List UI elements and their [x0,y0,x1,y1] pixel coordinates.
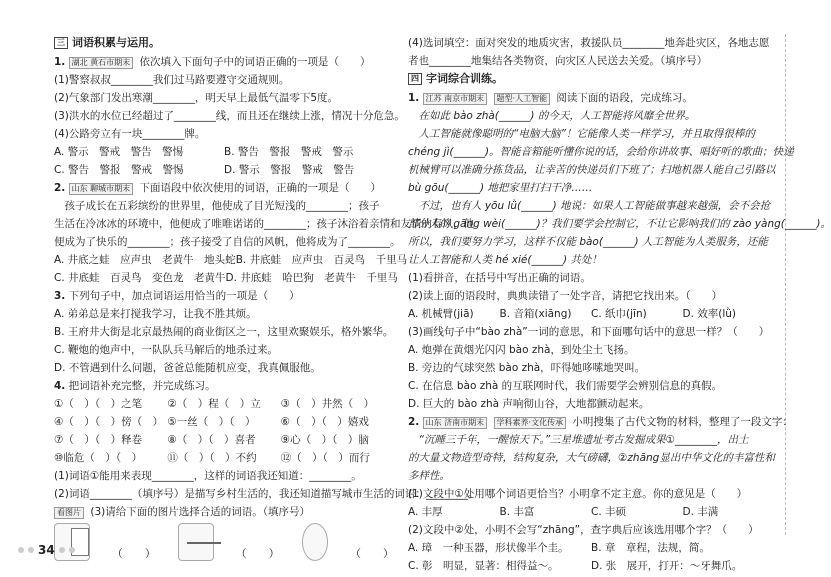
question-3-stem: 3. 下列句子中，加点词语运用恰当的一项是（ ） [54,290,300,302]
sub-question: (1)文段中①处用哪个词语更恰当？小明拿不定主意。你的意见是（ ） [408,488,748,500]
passage-line: “沉睡三千年，一醒惊天下。”三星堆遗址考古发掘成果①________，出土 [408,434,749,446]
question-4-4: 者也________地集结各类物资，向灾区人民送去关爱。（填序号） [408,55,708,67]
section-heading [54,36,394,50]
dot-icon [18,547,24,553]
sub-question-options: A. 丰厚 B. 丰富 C. 丰硕 D. 丰满 [408,506,719,518]
topic-tag: 学科素养·文化传承 [494,417,567,429]
question-2-line: 便成为了快乐的________；孩子接受了自信的风帆，他将成为了________。 [54,236,401,248]
passage-line: 机械臂可以准确分拣货品，让幸苦的快递员们下班了；扫地机器人能自己引路以 [408,164,776,176]
idiom-grid-row: ⑩临危（ ）（ ） ⑪（ ）（ ）不约 ⑫（ ）（ ）而行 [54,452,370,464]
reading-picture [178,523,214,561]
sub-question-options: C. 彰 明显，显著：相得益～。 D. 张 展开，打开：～牙舞爪。 [408,560,743,572]
page-number: 34 [38,543,55,557]
right-page [400,0,831,572]
passage-line: 不过，也有人 yōu lǜ(______) 地说：如果人工智能做事越来越强，会不会抢 [408,200,771,212]
question-3-option: A. 弟弟总是来打搅我学习，让我不胜其烦。 [54,308,257,320]
topic-tag: 题型·人工智能 [494,93,551,105]
passage-line: 让人工智能和人类 hé xié(______) 共处！ [408,254,602,266]
answer-paren: （ ） [350,547,395,560]
question-1-stem: 1. 湖北 黄石市期末 依次填入下面句子中的词语正确的一项是（ ） [54,56,371,68]
sub-question: (1)看拼音，在括号中写出正确的词语。 [408,272,591,284]
tag: 看图片 [54,507,84,519]
dot-icon [69,547,75,553]
section-heading [408,72,774,86]
question-3-option: D. 不管遇到什么问题，爸爸总能随机应变，我真佩服他。 [54,362,321,374]
sub-question-option: B. 旁边的气球突然 bào zhà，吓得她哆嗦地哭叫。 [408,362,646,374]
question-4-stem: 4. 把词语补充完整，并完成练习。 [54,380,216,392]
question-2-stem: 2. 山东 济南市期末 学科素养·文化传承 小明搜集了古代文物的材料，整理了一段文字： [408,416,793,428]
binding-margin [785,34,794,535]
idiom-grid-row: ④（ ）（ ）傍（ ） ⑤一丝（ ）（ ） ⑥（ ）（ ）嬉戏 [54,416,369,428]
passage-line: bù gōu(______) 地把家里打扫干净…… [408,182,593,194]
question-1-options: C. 警告 警报 警戒 警惕 D. 警示 警报 警戒 警告 [54,164,355,176]
source-tag: 山东 济南市期末 [423,417,488,429]
right-column [408,36,831,577]
sub-question: (2)读上面的语段时，典典读错了一处字音，请把它找出来。（ ） [408,290,723,302]
question-1-line: (1)警察叔叔________我们过马路要遵守交通规则。 [54,74,290,86]
child-picture [302,523,328,561]
idiom-grid-row: ①（ ）（ ）之笔 ②（ ）程（ ）立 ③（ ）井然（ ） [54,398,375,410]
passage-line: 部分人的 gāng wèi(______)？我们要学会控制它，不让它影响我们的 zào yàng(______)。 [408,218,831,230]
question-3-option: C. 鞭炮的炮声中，一队队兵马解后的地杀过来。 [54,344,279,356]
passage-line: 所以，我们要努力学习，这样不仅能 bào(______) 人工智能为人类服务，还能 [408,236,768,248]
source-tag: 湖北 黄石市期末 [69,57,134,69]
question-1-stem: 1. 江苏 南京市期末 题型·人工智能 阅读下面的语段，完成练习。 [408,92,693,104]
question-2-line: 孩子成长在五彩缤纷的世界里，他使成了目光短浅的________；孩子 [54,200,380,212]
dot-icon [59,547,65,553]
question-2-stem: 2. 山东 聊城市期末 下面语段中依次使用的词语，正确的一项是（ ） [54,182,382,194]
page-footer [18,543,75,557]
question-1-options: A. 警示 警戒 警告 警惕 B. 警告 警报 警戒 警示 [54,146,354,158]
question-4-4: (4)选词填空：面对突发的地质灾害，救援队员________地奔赴灾区，各地志愿 [408,37,770,49]
sub-question: (2)文段中②处，小明不会写“zhāng”，查字典后应该选用哪个字？（ ） [408,524,759,536]
passage-line: 多样性。 [408,470,450,482]
question-2-line: 生活在冷冰冰的环境中，他便成了唯唯诺诺的________；孩子沐浴着亲情和友情的春风，他 [54,218,474,230]
section-number: 三 [54,37,68,49]
question-2-options: C. 井底蛙 百灵鸟 变色龙 老黄牛 D. 井底蛙 哈巴狗 老黄牛 千里马 [54,272,398,284]
dot-icon [28,547,34,553]
passage-line: 的大量文物造型奇特，结构复杂，大气磅礴，②zhāng显出中华文化的丰富性和 [408,452,775,464]
question-3-option: B. 王府井大街是北京最热闹的商业街区之一，这里欢聚娱乐，格外繁华。 [54,326,394,338]
question-1-line: (4)公路旁立有一块________牌。 [54,128,206,140]
passage-line: chéng jì(______)。智能音箱能听懂你说的话，会给你讲故事、唱好听的歌曲；快递 [408,146,794,158]
sub-question-option: A. 炮弹在黄烟光闪闪 bào zhà，到处尘土飞扬。 [408,344,635,356]
question-2-options: A. 井底之蛙 应声虫 老黄牛 地头蛇 B. 井底蛙 应声虫 百灵鸟 千里马 [54,254,408,266]
sub-question: (3)画线句子中“bào zhà”一词的意思，和下面哪句话中的意思一样？（ ） [408,326,770,338]
question-1-line: (2)气象部门发出寒潮________，明天早上最低气温零下5度。 [54,92,339,104]
section-title: 字词综合训练。 [426,72,503,85]
picture-row [54,523,394,561]
question-1-line: (3)洪水的水位已经超过了________线，而且还在继续上涨，情况十分危急。 [54,110,405,122]
section-number: 四 [408,73,422,85]
question-4-sub1: (1)词语①能用来表现________，这样的词语我还知道：________。 [54,470,362,482]
question-4-sub2: (2)词语________（填序号）是描写乡村生活的，我还知道描写城市生活的词语：________。 [54,488,479,500]
sub-question-option: D. 巨大的 bào zhà 声响彻山谷，大地都颤动起来。 [408,398,650,410]
idiom-grid-row: ⑦（ ）（ ）释卷 ⑧（ ）（ ）喜者 ⑨心（ ）（ ）脑 [54,434,369,446]
passage-line: 在如此 bào zhà(______) 的今天，人工智能将风靡全世界。 [408,110,696,122]
source-tag: 山东 聊城市期末 [69,183,134,195]
sub-question-option: C. 在信息 bào zhà 的互联网时代，我们需要学会辨别信息的真假。 [408,380,723,392]
section-title: 词语积累与运用。 [72,36,160,49]
source-tag: 江苏 南京市期末 [423,93,488,105]
question-4-sub3: 看图片 (3)请给下面的图片选择合适的词语。（填序号） [54,505,394,519]
sub-question-options: A. 机械臂(jiā) B. 音箱(xiāng) C. 纸巾(jīn) D. 效率(lǜ) [408,308,737,320]
passage-line: 人工智能就像聪明的“电脑大脑”！它能像人类一样学习，并且取得很棒的 [408,128,755,140]
sub-question-options: A. 璋 一种玉器，形状像半个圭。 B. 章 章程，法规，简。 [408,542,710,554]
answer-paren: （ ） [235,547,280,560]
answer-paren: （ ） [111,547,156,560]
